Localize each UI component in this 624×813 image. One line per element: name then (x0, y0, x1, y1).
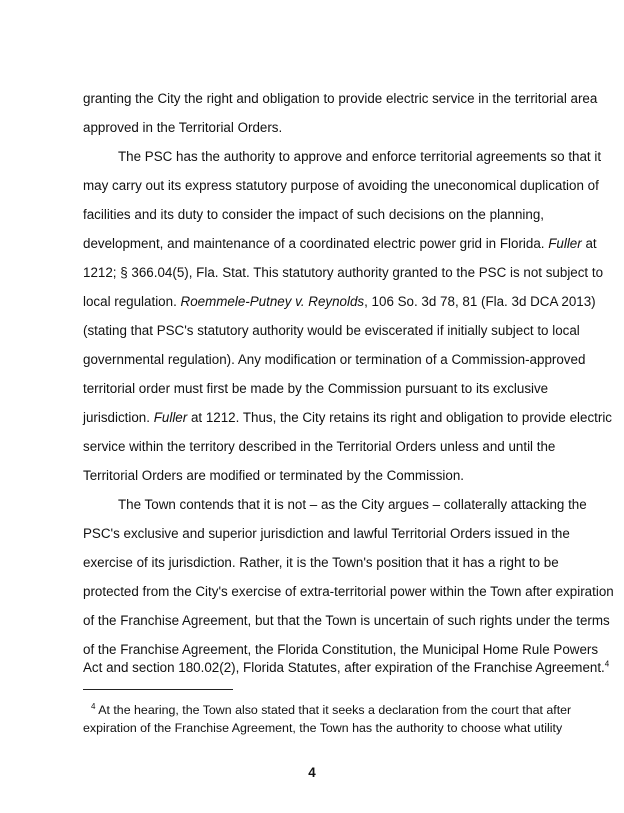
body-line: governmental regulation). Any modification or termination of a Commission-approved (83, 352, 586, 367)
body-line: of the Franchise Agreement, but that the Town is uncertain of such rights under the terms (83, 613, 610, 628)
footnote-reference: 4 (604, 659, 610, 669)
body-line: 1212; § 366.04(5), Fla. Stat. This statutory authority granted to the PSC is not subject to (83, 265, 604, 280)
body-text: development, and maintenance of a coordinated electric power grid in Florida. (83, 236, 545, 251)
body-line: The Town contends that it is not – as the City argues – collaterally attacking the (118, 497, 587, 512)
body-line: protected from the City's exercise of extra-territorial power within the Town after expiration (83, 584, 614, 599)
body-line: PSC's exclusive and superior jurisdiction and lawful Territorial Orders issued in the (83, 526, 570, 541)
body-text: , 106 So. 3d 78, 81 (Fla. 3d DCA 2013) (364, 294, 596, 309)
case-citation: Fuller (548, 236, 582, 251)
body-line-last (83, 659, 610, 676)
body-line: granting the City the right and obligation to provide electric service in the territorial area (83, 91, 598, 106)
body-line (83, 410, 612, 426)
body-line (83, 294, 596, 310)
body-line: (stating that PSC's statutory authority would be eviscerated if initially subject to local (83, 323, 580, 338)
footnote-line: expiration of the Franchise Agreement, the Town has the authority to choose what utility (83, 721, 563, 735)
body-line: facilities and its duty to consider the impact of such decisions on the planning, (83, 207, 544, 222)
body-text: at (585, 236, 597, 251)
body-line: may carry out its express statutory purpose of avoiding the uneconomical duplication of (83, 178, 599, 193)
footnote-text: At the hearing, the Town also stated that it seeks a declaration from the court that after (98, 703, 572, 717)
body-line: Territorial Orders are modified or terminated by the Commission. (83, 468, 465, 483)
body-line: territorial order must first be made by the Commission pursuant to its exclusive (83, 381, 549, 396)
body-text: at 1212. Thus, the City retains its right and obligation to provide electric (190, 410, 612, 425)
body-line: of the Franchise Agreement, the Florida Constitution, the Municipal Home Rule Powers (83, 642, 599, 657)
body-line: approved in the Territorial Orders. (83, 120, 283, 135)
footnote-separator (83, 689, 233, 690)
body-text: Act and section 180.02(2), Florida Statutes, after expiration of the Franchise Agreement. (83, 660, 605, 675)
footnote-line (83, 701, 572, 718)
body-line: The PSC has the authority to approve and enforce territorial agreements so that it (118, 149, 602, 164)
body-line: exercise of its jurisdiction. Rather, it is the Town's position that it has a right to be (83, 555, 559, 570)
footnote-marker: 4 (91, 701, 96, 711)
body-text: local regulation. (83, 294, 177, 309)
body-line: service within the territory described in the Territorial Orders unless and until the (83, 439, 556, 454)
page-number: 4 (308, 765, 316, 780)
case-citation: Fuller (153, 410, 188, 425)
body-line (83, 236, 597, 252)
body-text: jurisdiction. (83, 410, 150, 425)
case-citation: Roemmele-Putney v. Reynolds (180, 294, 365, 309)
